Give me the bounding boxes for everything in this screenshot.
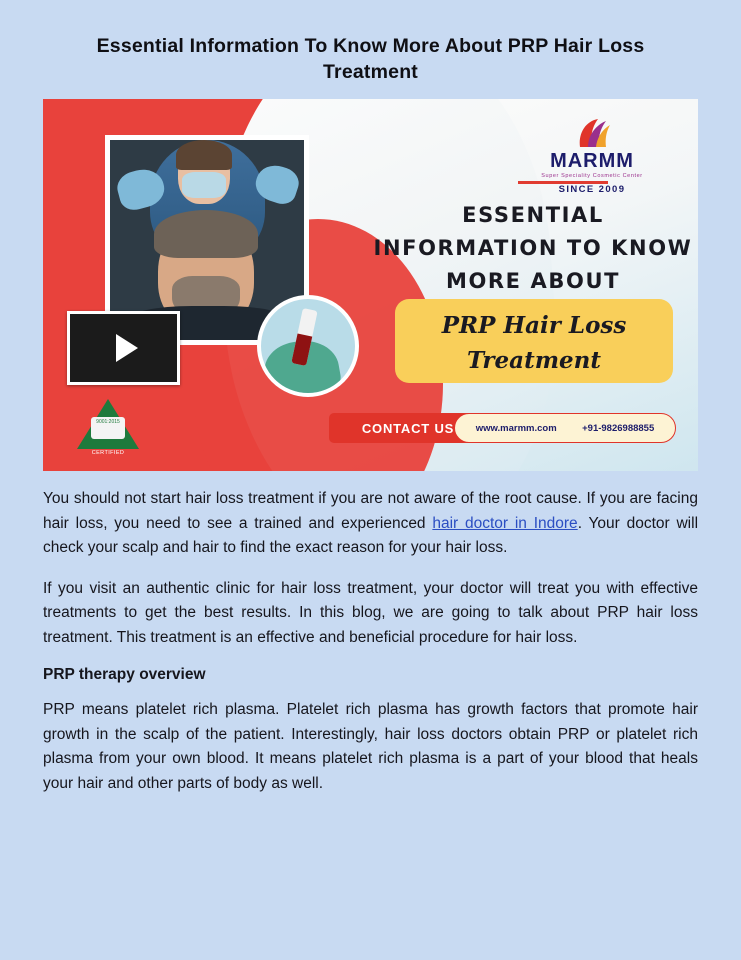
prp-badge-line-2: Treatment bbox=[466, 346, 602, 374]
brand-name: MARMM bbox=[550, 150, 634, 173]
blood-sample-photo bbox=[257, 295, 359, 397]
contact-us-button[interactable]: CONTACT US bbox=[329, 413, 487, 443]
headline-divider bbox=[518, 181, 608, 184]
banner-headline bbox=[373, 199, 693, 297]
paragraph-1 bbox=[43, 487, 698, 560]
video-play-button[interactable] bbox=[67, 311, 180, 385]
website-link[interactable]: www.marmm.com bbox=[475, 422, 557, 434]
certification-label: CERTIFIED bbox=[91, 450, 125, 457]
headline-line-2: INFORMATION TO KNOW bbox=[373, 236, 693, 261]
headline-line-1: ESSENTIAL bbox=[462, 203, 604, 228]
paragraph-1-text-before: You should not start hair loss treatment if you are not aware of the root cause. If you are facing hair loss, you need to see a trained and experienced bbox=[43, 490, 698, 532]
doctor-hair bbox=[176, 140, 232, 170]
prp-badge-text bbox=[395, 309, 673, 378]
marmm-swoosh-icon bbox=[572, 117, 612, 149]
promotional-banner-image bbox=[43, 99, 698, 471]
face-mask-icon bbox=[182, 172, 226, 198]
paragraph-1-text-after: . Your doctor will check your scalp and hair to find the exact reason for your hair loss. bbox=[43, 514, 699, 557]
brand-since: SINCE 2009 bbox=[558, 184, 626, 196]
play-icon bbox=[116, 334, 138, 362]
patient-hair bbox=[154, 210, 258, 258]
prp-badge-line-1: PRP Hair Loss bbox=[441, 312, 627, 340]
contact-info-strip bbox=[454, 413, 676, 443]
iso-certification-badge bbox=[77, 399, 139, 455]
page-title: Essential Information To Know More About PRP Hair Loss Treatment bbox=[96, 35, 645, 83]
hair-doctor-indore-link[interactable]: hair doctor in Indore bbox=[432, 514, 578, 532]
brand-mark bbox=[512, 117, 672, 151]
certification-code: 9001:2015 bbox=[91, 417, 125, 439]
paragraph-2: If you visit an authentic clinic for hair loss treatment, your doctor will treat you with effective treatments to get the best results. In this blog, we are going to talk about PRP hair loss treatment. This treatment is an effective and beneficial procedure for hair loss. bbox=[43, 579, 698, 646]
headline-line-3: MORE ABOUT bbox=[445, 268, 621, 293]
brand-tagline: Super Speciality Cosmetic Center bbox=[541, 173, 643, 180]
prp-highlight-badge bbox=[395, 299, 673, 383]
article-content bbox=[43, 487, 698, 796]
paragraph-3: PRP means platelet rich plasma. Platelet rich plasma has growth factors that promote hair growth in the scalp of the patient. Interestingly, hair loss doctors obtain PRP or platelet rich plasma from your own blood. It means platelet rich plasma is a part of your blood that heals your hair and other parts of body as well. bbox=[43, 701, 698, 792]
section-heading-prp-therapy-overview: PRP therapy overview bbox=[43, 666, 206, 684]
phone-number[interactable]: +91-9826988855 bbox=[582, 422, 655, 434]
